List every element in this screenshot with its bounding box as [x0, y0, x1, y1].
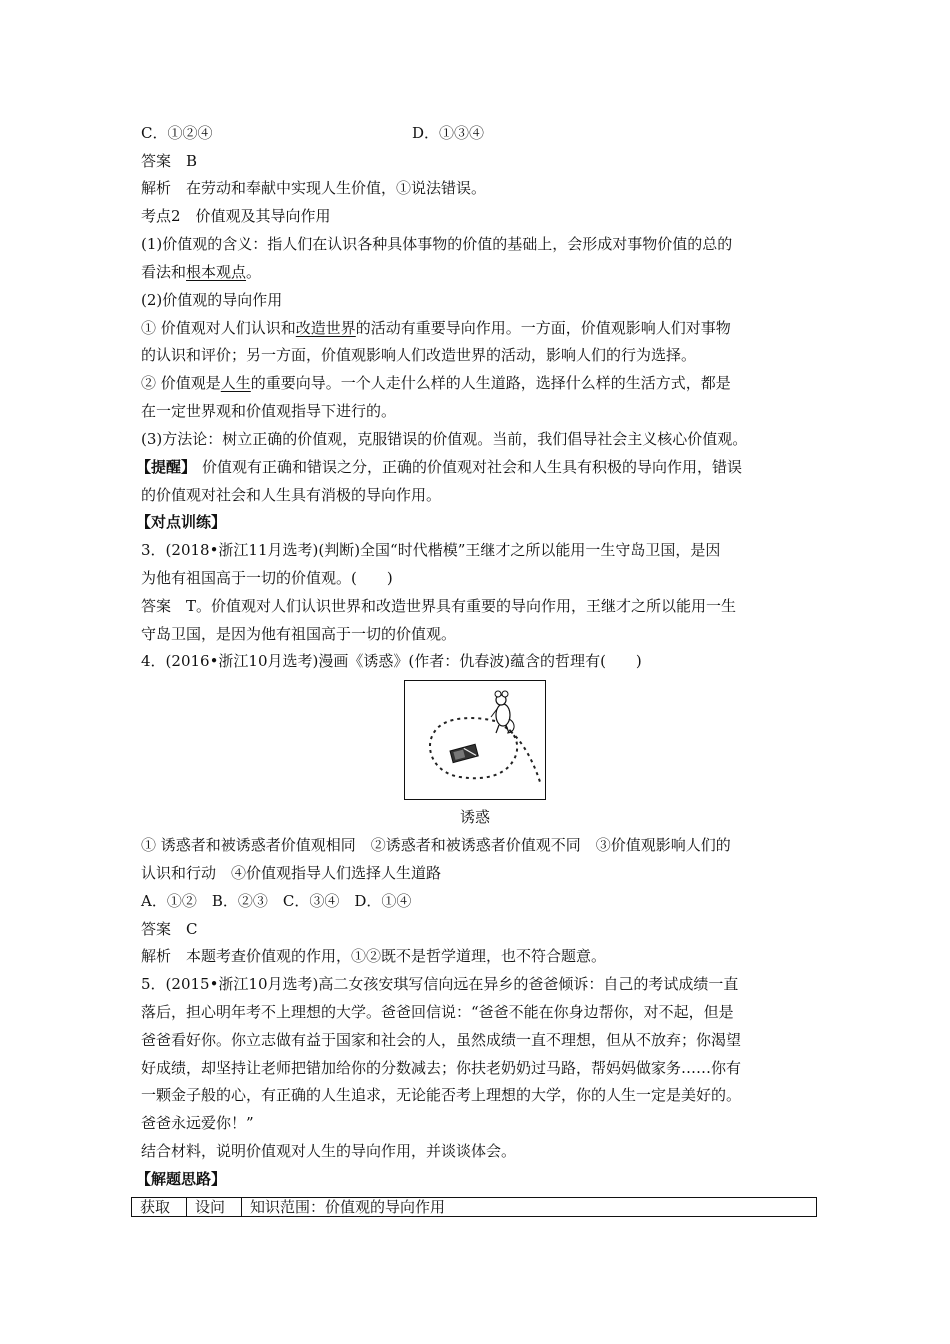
text-line: (1)价值观的含义：指人们在认识各种具体事物的价值的基础上，会形成对事物价值的总的	[141, 235, 733, 253]
text-line: 在一定世界观和价值观指导下进行的。	[141, 402, 397, 420]
text-line: 结合材料，说明价值观对人生的导向作用，并谈谈体会。	[141, 1142, 517, 1160]
mouse-icon	[491, 691, 514, 733]
table-cell: 知识范围：价值观的导向作用	[250, 1198, 446, 1216]
text-line: 为他有祖国高于一切的价值观。( )	[141, 569, 393, 587]
text-line: (2)价值观的导向作用	[141, 291, 283, 309]
option-c: C．①②④	[141, 124, 213, 142]
mousetrap-icon	[450, 744, 478, 762]
question-3: 3．(2018•浙江11月选考)(判断)全国“时代楷模”王继才之所以能用一生守岛卫国，是因	[141, 541, 721, 559]
tip-label: 【提醒】	[136, 458, 197, 476]
text-line: 的价值观对社会和人生具有消极的导向作用。	[141, 486, 442, 504]
text-line: 的认识和评价；另一方面，价值观影响人们改造世界的活动，影响人们的行为选择。	[141, 346, 697, 364]
text-line: 一颗金子般的心，有正确的人生追求，无论能否考上理想的大学，你的人生一定是美好的。	[141, 1086, 742, 1104]
section-heading: 考点2 价值观及其导向作用	[141, 207, 331, 225]
text-line: ① 价值观对人们认识和改造世界的活动有重要导向作用。一方面，价值观影响人们对事物	[141, 319, 731, 337]
question-4: 4．(2016•浙江10月选考)漫画《诱惑》(作者：仇春波)蕴含的哲理有( )	[141, 652, 642, 670]
analysis: 解析 本题考查价值观的作用，①②既不是哲学道理，也不符合题意。	[141, 947, 607, 965]
underlined-term: 根本观点	[186, 263, 247, 281]
text-line: 好成绩，却坚持让老师把错加给你的分数减去；你扶老奶奶过马路，帮妈妈做家务……你有	[141, 1059, 742, 1077]
tip-line: 【提醒】 价值观有正确和错误之分，正确的价值观对社会和人生具有积极的导向作用，错误	[136, 458, 743, 476]
question-5: 5．(2015•浙江10月选考)高二女孩安琪写信向远在异乡的爸爸倾诉：自己的考试成绩一直	[141, 975, 739, 993]
choices: A．①② B．②③ C．③④ D．①④	[141, 892, 412, 910]
text-line: 认识和行动 ④价值观指导人们选择人生道路	[141, 864, 442, 882]
option-d: D．①③④	[412, 124, 485, 142]
training-heading: 【对点训练】	[136, 513, 227, 531]
text-line: 守岛卫国，是因为他有祖国高于一切的价值观。	[141, 625, 457, 643]
solution-table	[131, 1197, 817, 1217]
text-line: 爸爸看好你。你立志做有益于国家和社会的人，虽然成绩一直不理想，但从不放弃；你渴望	[141, 1031, 742, 1049]
text-line: (3)方法论：树立正确的价值观，克服错误的价值观。当前，我们倡导社会主义核心价值观。	[141, 430, 748, 448]
text-line: ① 诱惑者和被诱惑者价值观相同 ②诱惑者和被诱惑者价值观不同 ③价值观影响人们的	[141, 836, 731, 854]
answer: 答案 T。价值观对人们认识世界和改造世界具有重要的导向作用，王继才之所以能用一生	[141, 597, 737, 615]
text-line: 落后，担心明年考不上理想的大学。爸爸回信说：“爸爸不能在你身边帮你，对不起，但是	[141, 1003, 734, 1021]
underlined-term: 改造世界	[295, 319, 356, 337]
answer: 答案 B	[141, 152, 198, 170]
text-line: 看法和根本观点。	[141, 263, 262, 281]
text-line: 爸爸永远爱你！”	[141, 1114, 254, 1132]
text-line: ② 价值观是人生的重要向导。一个人走什么样的人生道路，选择什么样的生活方式，都是	[141, 374, 731, 392]
cartoon-caption: 诱惑	[459, 808, 490, 826]
table-cell: 设问	[187, 1198, 242, 1216]
tips-heading: 【解题思路】	[136, 1170, 227, 1188]
answer: 答案 C	[141, 920, 198, 938]
underlined-term: 人生	[220, 374, 251, 392]
analysis: 解析 在劳动和奉献中实现人生价值，①说法错误。	[141, 179, 487, 197]
cartoon-image	[404, 680, 546, 800]
table-cell: 获取	[132, 1198, 187, 1216]
